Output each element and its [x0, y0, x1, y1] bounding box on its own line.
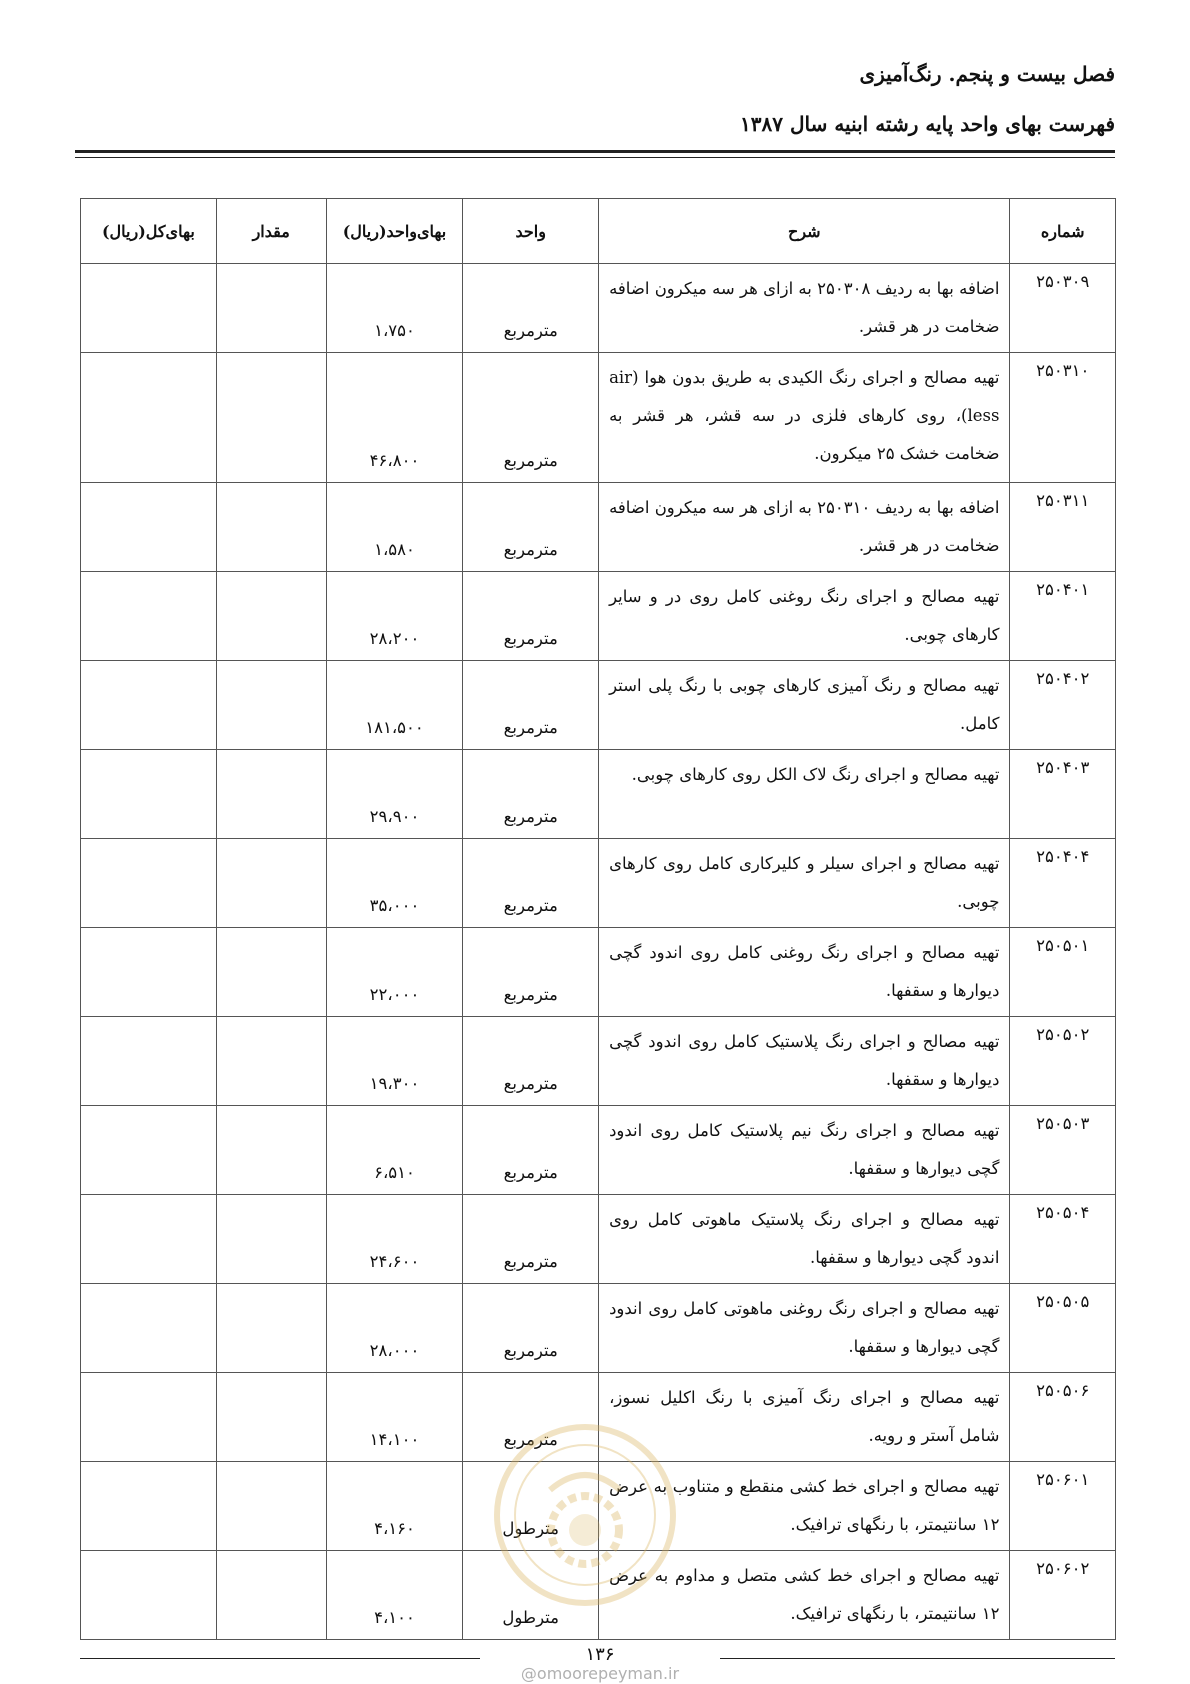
- item-unit-price: ۱۴،۱۰۰: [326, 1373, 463, 1462]
- item-quantity: [216, 750, 326, 839]
- item-unit: مترمربع: [463, 1106, 599, 1195]
- item-description: تهیه مصالح و اجرای خط کشی منقطع و متناوب به عرض ۱۲ سانتیمتر، با رنگهای ترافیک.: [599, 1462, 1010, 1551]
- item-unit: مترمربع: [463, 572, 599, 661]
- item-description: تهیه مصالح و رنگ آمیزی کارهای چوبی با رنگ پلی استر کامل.: [599, 661, 1010, 750]
- item-total: [81, 1017, 217, 1106]
- item-unit: مترمربع: [463, 483, 599, 572]
- item-total: [81, 1462, 217, 1551]
- website-watermark: @omoorepeyman.ir: [520, 1664, 680, 1683]
- header-unit-price: بهای‌واحد(ریال): [326, 199, 463, 264]
- item-description: تهیه مصالح و اجرای رنگ لاک الکل روی کارهای چوبی.: [599, 750, 1010, 839]
- item-unit: مترمربع: [463, 928, 599, 1017]
- footer-rule-left: [80, 1658, 480, 1659]
- omoor-peyman-seal-icon: [490, 1420, 680, 1610]
- item-unit: مترمربع: [463, 264, 599, 353]
- item-unit-price: ۲۹،۹۰۰: [326, 750, 463, 839]
- item-quantity: [216, 1284, 326, 1373]
- item-total: [81, 483, 217, 572]
- document-subtitle: فهرست بهای واحد پایه رشته ابنیه سال ۱۳۸۷: [740, 112, 1115, 136]
- item-unit-price: ۱،۵۸۰: [326, 483, 463, 572]
- item-unit: مترطول: [463, 1462, 599, 1551]
- item-number: ۲۵۰۳۱۰: [1010, 353, 1116, 483]
- item-description: اضافه بها به ردیف ۲۵۰۳۰۸ به ازای هر سه میکرون اضافه ضخامت در هر قشر.: [599, 264, 1010, 353]
- item-total: [81, 661, 217, 750]
- table-row: [81, 1195, 1116, 1284]
- item-unit-price: ۱۸۱،۵۰۰: [326, 661, 463, 750]
- item-unit-price: ۲۸،۲۰۰: [326, 572, 463, 661]
- item-unit: مترمربع: [463, 1017, 599, 1106]
- item-total: [81, 1106, 217, 1195]
- table-row: [81, 750, 1116, 839]
- header-quantity: مقدار: [216, 199, 326, 264]
- item-unit: مترطول: [463, 1551, 599, 1640]
- table-row: [81, 264, 1116, 353]
- header-number: شماره: [1010, 199, 1116, 264]
- item-number: ۲۵۰۵۰۲: [1010, 1017, 1116, 1106]
- item-unit-price: ۴،۱۶۰: [326, 1462, 463, 1551]
- table-header-row: [81, 199, 1116, 264]
- header-rule-thin: [75, 157, 1115, 158]
- item-quantity: [216, 1462, 326, 1551]
- item-number: ۲۵۰۴۰۳: [1010, 750, 1116, 839]
- item-description: تهیه مصالح و اجرای رنگ پلاستیک کامل روی اندود گچی دیوارها و سقفها.: [599, 1017, 1010, 1106]
- item-description: تهیه مصالح و اجرای رنگ پلاستیک ماهوتی کامل روی اندود گچی دیوارها و سقفها.: [599, 1195, 1010, 1284]
- item-quantity: [216, 661, 326, 750]
- item-number: ۲۵۰۵۰۶: [1010, 1373, 1116, 1462]
- item-unit-price: ۴۶،۸۰۰: [326, 353, 463, 483]
- item-quantity: [216, 839, 326, 928]
- item-unit-price: ۲۲،۰۰۰: [326, 928, 463, 1017]
- item-unit: مترمربع: [463, 839, 599, 928]
- item-unit-price: ۲۴،۶۰۰: [326, 1195, 463, 1284]
- item-total: [81, 750, 217, 839]
- item-unit-price: ۴،۱۰۰: [326, 1551, 463, 1640]
- item-number: ۲۵۰۳۱۱: [1010, 483, 1116, 572]
- item-description: تهیه مصالح و اجرای سیلر و کلیرکاری کامل روی کارهای چوبی.: [599, 839, 1010, 928]
- item-number: ۲۵۰۶۰۱: [1010, 1462, 1116, 1551]
- item-quantity: [216, 1551, 326, 1640]
- item-quantity: [216, 928, 326, 1017]
- item-unit: مترمربع: [463, 1284, 599, 1373]
- table-row: [81, 572, 1116, 661]
- item-total: [81, 1284, 217, 1373]
- item-description: تهیه مصالح و اجرای رنگ روغنی کامل روی در و سایر کارهای چوبی.: [599, 572, 1010, 661]
- table-row: [81, 839, 1116, 928]
- item-number: ۲۵۰۵۰۴: [1010, 1195, 1116, 1284]
- item-number: ۲۵۰۵۰۱: [1010, 928, 1116, 1017]
- header-total: بهای‌کل(ریال): [81, 199, 217, 264]
- footer-rule-right: [720, 1658, 1115, 1659]
- item-unit: مترمربع: [463, 353, 599, 483]
- item-unit: مترمربع: [463, 750, 599, 839]
- item-unit-price: ۳۵،۰۰۰: [326, 839, 463, 928]
- item-quantity: [216, 483, 326, 572]
- item-description: اضافه بها به ردیف ۲۵۰۳۱۰ به ازای هر سه میکرون اضافه ضخامت در هر قشر.: [599, 483, 1010, 572]
- item-description: تهیه مصالح و اجرای رنگ الکیدی به طریق بدون هوا (air less)، روی کارهای فلزی در سه قشر، هر قشر به ضخامت خشک ۲۵ میکرون.: [599, 353, 1010, 483]
- item-number: ۲۵۰۴۰۴: [1010, 839, 1116, 928]
- table-row: [81, 661, 1116, 750]
- item-unit-price: ۱۹،۳۰۰: [326, 1017, 463, 1106]
- item-quantity: [216, 264, 326, 353]
- chapter-title: فصل بیست و پنجم. رنگ‌آمیزی: [859, 62, 1115, 86]
- header-unit: واحد: [463, 199, 599, 264]
- item-total: [81, 1195, 217, 1284]
- item-description: تهیه مصالح و اجرای رنگ نیم پلاستیک کامل روی اندود گچی دیوارها و سقفها.: [599, 1106, 1010, 1195]
- item-number: ۲۵۰۶۰۲: [1010, 1551, 1116, 1640]
- header-rule-thick: [75, 150, 1115, 153]
- item-unit-price: ۶،۵۱۰: [326, 1106, 463, 1195]
- page-header: [75, 60, 1115, 138]
- table-row: [81, 483, 1116, 572]
- item-description: تهیه مصالح و اجرای رنگ روغنی کامل روی اندود گچی دیوارها و سقفها.: [599, 928, 1010, 1017]
- item-quantity: [216, 1106, 326, 1195]
- item-unit: مترمربع: [463, 1373, 599, 1462]
- item-quantity: [216, 1373, 326, 1462]
- item-total: [81, 264, 217, 353]
- table-row: [81, 928, 1116, 1017]
- item-description: تهیه مصالح و اجرای رنگ آمیزی با رنگ اکلیل نسوز، شامل آستر و رویه.: [599, 1373, 1010, 1462]
- item-quantity: [216, 353, 326, 483]
- header-description: شرح: [599, 199, 1010, 264]
- item-number: ۲۵۰۳۰۹: [1010, 264, 1116, 353]
- item-quantity: [216, 572, 326, 661]
- item-number: ۲۵۰۴۰۱: [1010, 572, 1116, 661]
- item-unit-price: ۱،۷۵۰: [326, 264, 463, 353]
- item-total: [81, 353, 217, 483]
- item-total: [81, 572, 217, 661]
- table-row: [81, 353, 1116, 483]
- item-total: [81, 928, 217, 1017]
- item-number: ۲۵۰۴۰۲: [1010, 661, 1116, 750]
- table-row: [81, 1106, 1116, 1195]
- item-total: [81, 839, 217, 928]
- item-total: [81, 1551, 217, 1640]
- item-number: ۲۵۰۵۰۳: [1010, 1106, 1116, 1195]
- item-description: تهیه مصالح و اجرای رنگ روغنی ماهوتی کامل روی اندود گچی دیوارها و سقفها.: [599, 1284, 1010, 1373]
- item-total: [81, 1373, 217, 1462]
- item-quantity: [216, 1017, 326, 1106]
- table-row: [81, 1284, 1116, 1373]
- item-unit: مترمربع: [463, 1195, 599, 1284]
- table-row: [81, 1017, 1116, 1106]
- page-number: ۱۳۶: [585, 1644, 615, 1665]
- item-unit: مترمربع: [463, 661, 599, 750]
- item-unit-price: ۲۸،۰۰۰: [326, 1284, 463, 1373]
- item-description: تهیه مصالح و اجرای خط کشی متصل و مداوم به عرض ۱۲ سانتیمتر، با رنگهای ترافیک.: [599, 1551, 1010, 1640]
- item-quantity: [216, 1195, 326, 1284]
- item-number: ۲۵۰۵۰۵: [1010, 1284, 1116, 1373]
